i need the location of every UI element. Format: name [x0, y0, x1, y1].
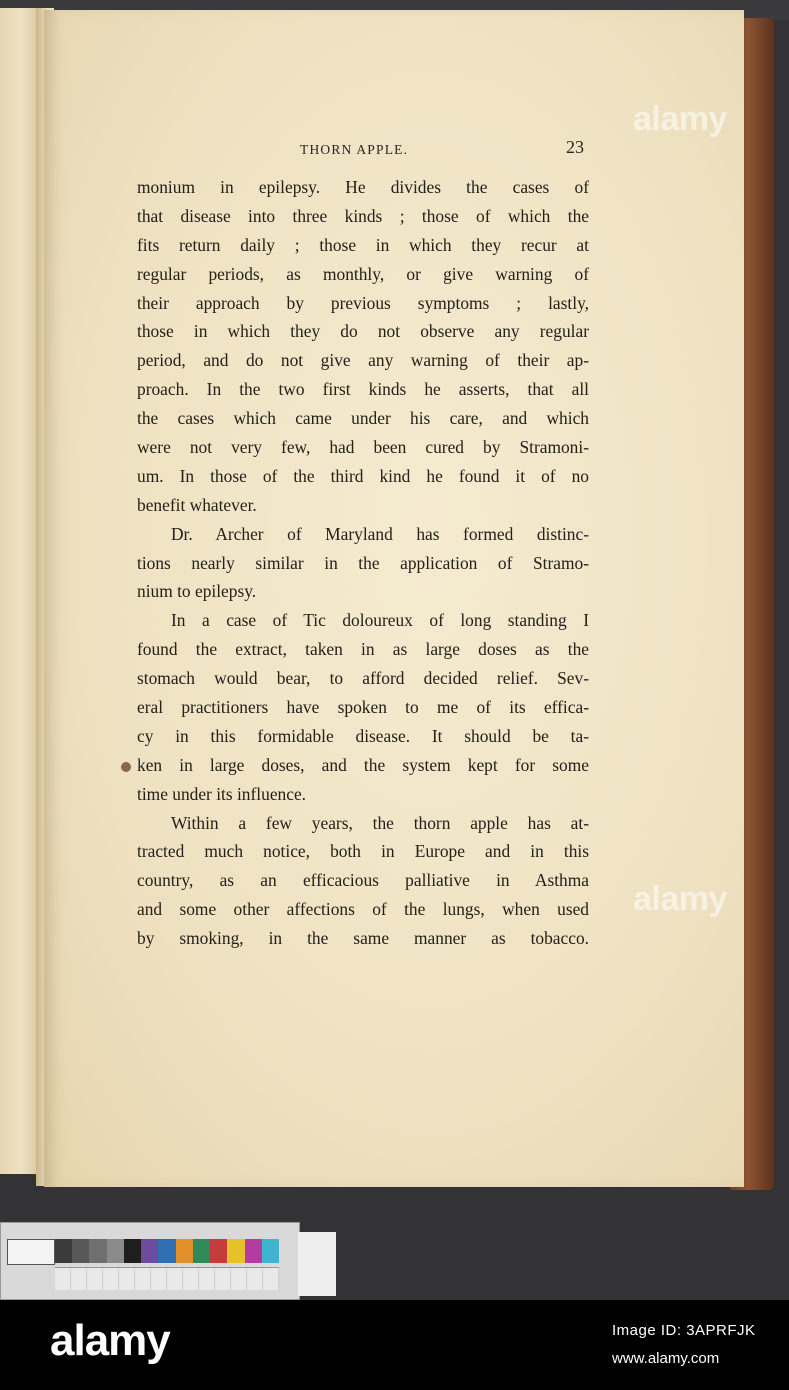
body-text [137, 173, 589, 953]
site-url: www.alamy.com [612, 1350, 720, 1367]
image-id: Image ID: 3APRFJK [612, 1322, 756, 1339]
text-line: eral practitioners have spoken to me of its effica- [137, 697, 589, 718]
color-chip [210, 1239, 227, 1263]
color-chip [55, 1239, 72, 1263]
watermark-middle: alamy [633, 880, 727, 918]
text-line: that disease into three kinds ; those of which the [137, 205, 589, 226]
text-line: the cases which came under his care, and which [137, 408, 589, 429]
text-line: ken in large doses, and the system kept for some [137, 754, 589, 775]
text-line: nium to epilepsy. [137, 581, 257, 602]
text-line: those in which they do not observe any regular [137, 321, 589, 342]
text-line: In a case of Tic doloureux of long standing I [171, 610, 589, 631]
text-line: cy in this formidable disease. It should be ta- [137, 725, 589, 746]
text-line: their approach by previous symptoms ; lastly, [137, 292, 589, 313]
text-line: regular periods, as monthly, or give warning of [137, 263, 589, 284]
text-line: tracted much notice, both in Europe and in this [137, 841, 589, 862]
card-tab [298, 1232, 336, 1296]
text-line: period, and do not give any warning of their ap- [137, 350, 589, 371]
checker-reference-grid [55, 1267, 279, 1290]
text-line: proach. In the two first kinds he asserts, that all [137, 379, 589, 400]
color-chip [72, 1239, 89, 1263]
text-line: um. In those of the third kind he found it of no [137, 465, 589, 486]
color-chip [227, 1239, 244, 1263]
ink-blot [121, 762, 131, 772]
text-line: benefit whatever. [137, 494, 257, 515]
text-line: found the extract, taken in as large doses as the [137, 639, 589, 660]
color-chip [124, 1239, 141, 1263]
page-number: 23 [566, 137, 584, 157]
footer-logo: alamy [50, 1316, 170, 1365]
text-line: time under its influence. [137, 783, 307, 804]
color-chip [176, 1239, 193, 1263]
color-chip [141, 1239, 158, 1263]
text-line: fits return daily ; those in which they recur at [137, 234, 589, 255]
color-chip [193, 1239, 210, 1263]
color-checker-card [0, 1222, 300, 1300]
facing-page-edge [0, 8, 41, 1174]
color-chip [89, 1239, 106, 1263]
color-chip [107, 1239, 124, 1263]
color-chip [245, 1239, 262, 1263]
text-line: monium in epilepsy. He divides the cases of [137, 177, 589, 197]
running-head: THORN APPLE. [300, 142, 409, 157]
color-chip [262, 1239, 279, 1263]
text-line: tions nearly similar in the application of Stramo- [137, 552, 589, 573]
text-line: country, as an efficacious palliative in Asthma [137, 870, 589, 891]
color-chip [158, 1239, 175, 1263]
scale-ruler [7, 1239, 55, 1265]
text-line: Dr. Archer of Maryland has formed distinc- [171, 523, 589, 544]
text-line: stomach would bear, to afford decided relief. Sev- [137, 668, 589, 689]
text-line: and some other affections of the lungs, when used [137, 899, 589, 920]
text-line: were not very few, had been cured by Stramoni- [137, 437, 589, 458]
text-line: by smoking, in the same manner as tobacco. [137, 928, 589, 949]
watermark-top: alamy [633, 100, 727, 138]
text-line: Within a few years, the thorn apple has at- [171, 812, 589, 833]
color-chips [55, 1239, 279, 1263]
